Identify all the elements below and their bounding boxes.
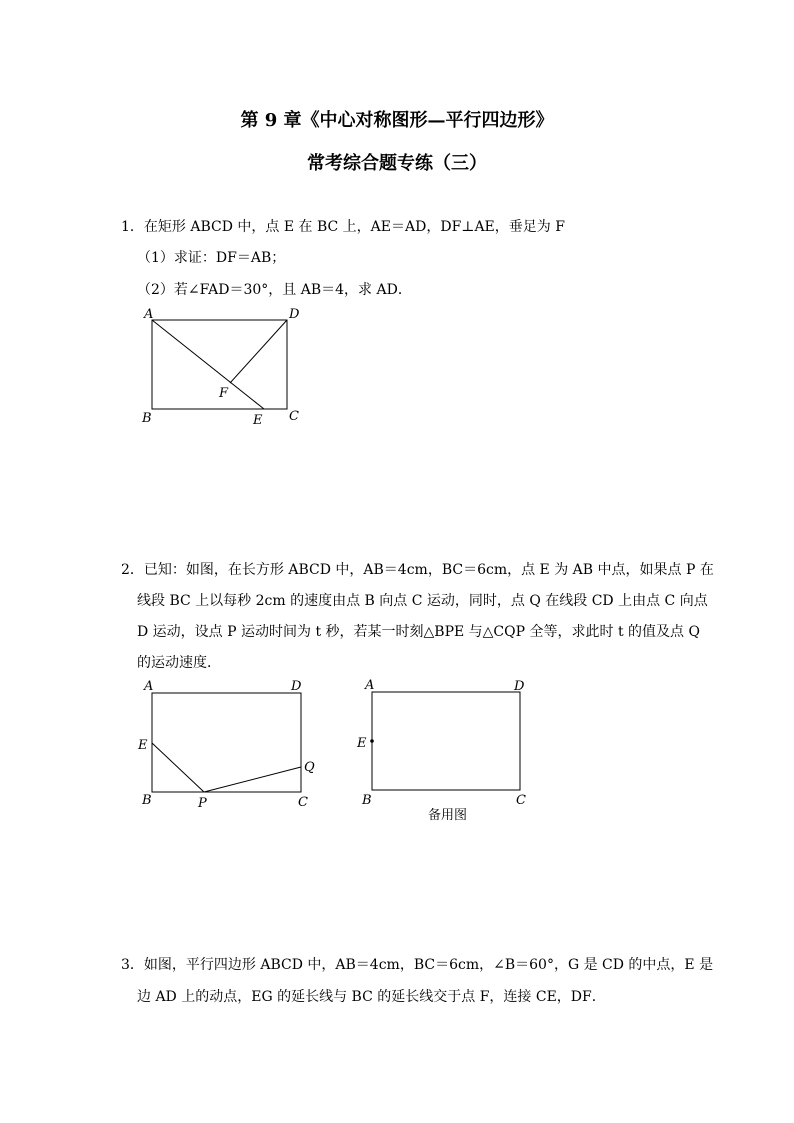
q2-label-d: D <box>291 679 302 694</box>
q2-line2: 线段 BC 上以每秒 2cm 的速度由点 B 向点 C 运动，同时，点 Q 在线段 CD 上由点 C 向点 <box>137 593 708 609</box>
q2b-label-b: B <box>362 793 372 808</box>
q2-label-c: C <box>298 795 308 810</box>
q2-line4: 的运动速度． <box>137 655 221 671</box>
q1-label-d: D <box>289 307 300 322</box>
q2-label-e: E <box>138 738 148 753</box>
q2-label-p: P <box>198 796 207 811</box>
q2b-label-a: A <box>365 678 375 693</box>
page-subtitle: 常考综合题专练（三） <box>307 153 487 174</box>
q1-stem: 1．在矩形 ABCD 中，点 E 在 BC 上，AE＝AD，DF⊥AE，垂足为 F <box>121 219 565 235</box>
q2b-label-d: D <box>514 679 525 694</box>
q2b-label-c: C <box>516 793 526 808</box>
q2b-rect-abcd <box>372 692 520 790</box>
q1-label-c: C <box>289 409 299 424</box>
q1-label-e: E <box>253 413 263 428</box>
q1-label-f: F <box>219 386 229 401</box>
q1-part1: （1）求证：DF＝AB； <box>137 250 286 266</box>
q2-line3: D 运动，设点 P 运动时间为 t 秒，若某一时刻△BPE 与△CQP 全等，求此时 t 的值及点 Q <box>137 624 700 640</box>
q2-label-q: Q <box>304 760 315 775</box>
q3-line2: 边 AD 上的动点，EG 的延长线与 BC 的延长线交于点 F，连接 CE，DF． <box>137 989 606 1005</box>
q2b-point-e <box>370 739 374 743</box>
q3-line1: 3．如图，平行四边形 ABCD 中，AB＝4cm，BC＝6cm，∠B＝60°，G 是 CD 的中点，E 是 <box>121 957 714 973</box>
q2-backup-caption: 备用图 <box>428 808 468 823</box>
q1-label-b: B <box>142 411 152 426</box>
page-title: 第 9 章《中心对称图形—平行四边形》 <box>240 110 554 131</box>
q1-part2: （2）若∠FAD＝30°，且 AB＝4，求 AD． <box>137 282 412 298</box>
q2-label-a: A <box>144 679 154 694</box>
q2-label-b: B <box>142 793 152 808</box>
q2b-label-e: E <box>357 736 367 751</box>
q2-line1: 2．已知：如图，在长方形 ABCD 中，AB＝4cm，BC＝6cm，点 E 为 AB 中点，如果点 P 在 <box>121 562 714 578</box>
q1-label-a: A <box>144 307 154 322</box>
